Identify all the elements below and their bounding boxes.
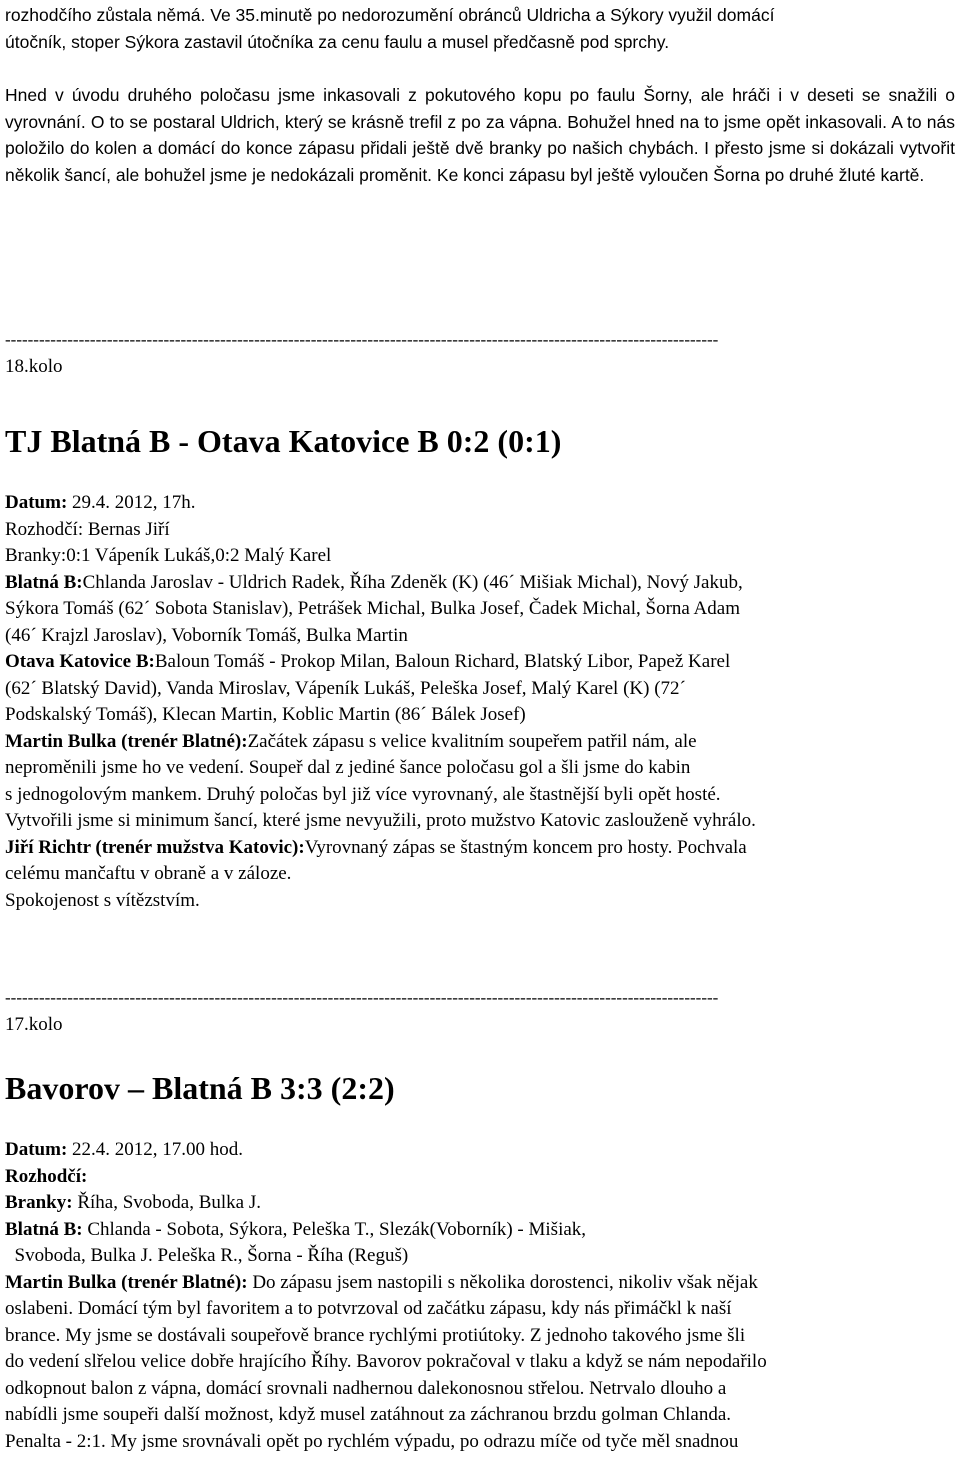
referee-label: Rozhodčí: [5, 518, 84, 540]
date-row [5, 490, 955, 517]
separator-line-2: ------------------------------------------------------------------------------------------------------------------------------ [5, 988, 719, 1007]
away-lineup-text-1: Baloun Tomáš - Prokop Milan, Baloun Richard, Blatský Libor, Papež Karel [154, 651, 731, 672]
coach-comment-1-line-3: s jednogolovým mankem. Druhý poločas byl již více vyrovnaný, ale štastnější byli opět hosté. [5, 783, 721, 805]
coach-comment-3-line-6: nabídli jsme soupeři další možnost, když musel zatáhnout za záchranou brzdu golman Chlanda. [5, 1404, 732, 1425]
lineup-line-1 [5, 1217, 955, 1244]
intro-section [5, 2, 955, 188]
coach-1-label: Martin Bulka (trenér Blatné): [5, 730, 248, 752]
coach-comment-1-line-2: neproměnili jsme ho ve vedení. Soupeř dal z jediné šance poločasu gol a šli jsme do kabin [5, 757, 691, 778]
coach-comment-1-line-1 [5, 729, 955, 756]
match-title-2: Bavorov – Blatná B 3:3 (2:2) [5, 1070, 395, 1106]
coach-comment-2-line-2: celému mančaftu v obraně a v záloze. [5, 863, 292, 884]
away-lineup-line-3: Podskalský Tomáš), Klecan Martin, Koblic Martin (86´ Bálek Josef) [5, 704, 526, 725]
round-label: 18.kolo [5, 356, 63, 377]
coach-comment-2-line-3: Spokojenost s vítězstvím. [5, 889, 200, 911]
coach-comment-1-line-4: Vytvořili jsme si minimum šancí, které jsme nevyužili, proto mužstvo Katovic zaslouženě vyhrálo. [5, 810, 756, 831]
goals-value: 0:1 Vápeník Lukáš,0:2 Malý Karel [66, 545, 332, 566]
referee-label-2: Rozhodčí: [5, 1165, 88, 1187]
away-lineup-line-2: (62´ Blatský David), Vanda Miroslav, Vápeník Lukáš, Peleška Josef, Malý Karel (K) (72´ [5, 677, 686, 699]
coach-comment-3-line-1 [5, 1270, 955, 1297]
match-title: TJ Blatná B - Otava Katovice B 0:2 (0:1) [5, 423, 562, 459]
separator-line: ------------------------------------------------------------------------------------------------------------------------------ [5, 330, 719, 349]
home-lineup-line-1 [5, 570, 955, 597]
goals-label: Branky: [5, 545, 67, 566]
goals-value-2: Říha, Svoboda, Bulka J. [72, 1192, 261, 1213]
goals-row-2 [5, 1190, 955, 1217]
home-team-label: Blatná B: [5, 571, 83, 593]
home-lineup-line-3: (46´ Krajzl Jaroslav), Voborník Tomáš, Bulka Martin [5, 624, 408, 646]
coach-1-text-1: Začátek zápasu s velice kvalitním soupeřem patřil nám, ale [247, 730, 697, 752]
coach-comment-3-line-4: do vedení slřelou velice dobře hrajícího Říhy. Bavorov pokračoval v tlaku a když se nám nepodařilo [5, 1351, 767, 1372]
referee-row-2 [5, 1164, 955, 1191]
coach-3-label: Martin Bulka (trenér Blatné): [5, 1271, 248, 1293]
coach-comment-3-line-3: brance. My jsme se dostávali soupeřově brance rychlými protiútoky. Z jednoho takového jsme šli [5, 1324, 746, 1346]
away-lineup-line-1 [5, 649, 955, 676]
date-label: Datum: [5, 492, 68, 513]
goals-label-2: Branky: [5, 1192, 73, 1213]
coach-2-text-1: Vyrovnaný zápas se štastným koncem pro hosty. Pochvala [304, 836, 747, 858]
coach-comment-3-line-2: oslabeni. Domácí tým byl favoritem a to potvrzoval od začátku zápasu, kdy nás přimáčkl k naší [5, 1298, 732, 1319]
coach-comment-3-line-7: Penalta - 2:1. My jsme srovnávali opět po rychlém výpadu, po odrazu míče od tyče měl snadnou [5, 1430, 739, 1452]
round-label-2: 17.kolo [5, 1014, 63, 1035]
date-value-2: 22.4. 2012, 17.00 hod. [67, 1139, 244, 1160]
referee-row [5, 517, 955, 544]
intro-line-2: útočník, stoper Sýkora zastavil útočníka za cenu faulu a musel předčasně pod sprchy. [5, 31, 670, 52]
coach-comment-3-line-5: odkopnout balon z vápna, domácí srovnali nadhernou dalekonosnou střelou. Netrvalo dlouho a [5, 1377, 727, 1399]
intro-line-1: rozhodčího zůstala němá. Ve 35.minutě po nedorozumění obránců Uldricha a Sýkory využil domácí [5, 5, 775, 25]
home-lineup-line-2: Sýkora Tomáš (62´ Sobota Stanislav), Petrášek Michal, Bulka Josef, Čadek Michal, Šorna Adam [5, 598, 740, 619]
referee-value: Bernas Jiří [83, 518, 170, 540]
away-team-label: Otava Katovice B: [5, 651, 155, 672]
match-18-details [5, 490, 955, 914]
home-lineup-text-1: Chlanda Jaroslav - Uldrich Radek, Říha Zdeněk (K) (46´ Mišiak Michal), Nový Jakub, [82, 571, 743, 593]
lineup-text-1: Chlanda - Sobota, Sýkora, Peleška T., Slezák(Voborník) - Mišiak, [82, 1218, 587, 1240]
date-label-2: Datum: [5, 1139, 68, 1160]
goals-row [5, 543, 955, 570]
match-17-details [5, 1137, 955, 1455]
date-row-2 [5, 1137, 955, 1164]
lineup-label: Blatná B: [5, 1218, 83, 1240]
date-value: 29.4. 2012, 17h. [67, 492, 196, 513]
coach-3-text-1: Do zápasu jsem nastopili s několika dorostenci, nikoliv však nějak [247, 1271, 758, 1293]
coach-comment-2-line-1 [5, 835, 955, 862]
intro-paragraph-2: Hned v úvodu druhého poločasu jsme inkasovali z pokutového kopu po faulu Šorny, ale hráči i v deseti se snažili o vyrovnání. O to se postaral Uldrich, který se krásně trefil z po za vápna. Bohužel hned na to jsme opět inkasovali. A to nás položilo do kolen a domácí do konce zápasu přidali ještě dvě branky po našich chybách. I přesto jsme si dokázali vytvořit několik šancí, ale bohužel jsme je nedokázali proměnit. Ke konci zápasu byl ještě vyloučen Šorna po druhé žluté kartě. [5, 85, 955, 185]
lineup-line-2: Svoboda, Bulka J. Peleška R., Šorna - Říha (Reguš) [5, 1245, 409, 1266]
coach-2-label: Jiří Richtr (trenér mužstva Katovic): [5, 836, 305, 858]
